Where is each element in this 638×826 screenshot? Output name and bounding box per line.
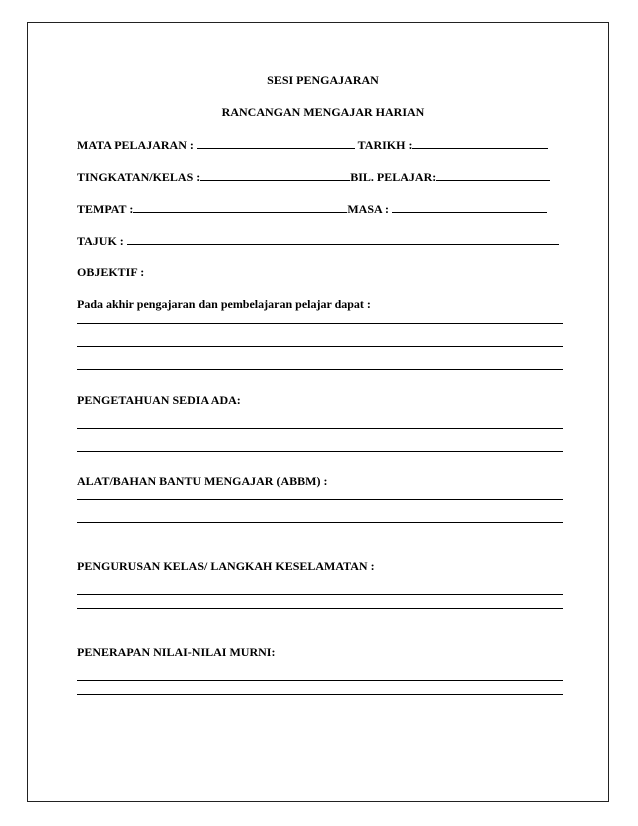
mata-pelajaran-field[interactable]	[197, 137, 355, 149]
pengurusan-line-2[interactable]	[77, 608, 563, 609]
tarikh-field[interactable]	[412, 137, 548, 149]
tingkatan-kelas-label: TINGKATAN/KELAS :	[77, 170, 201, 184]
nilai-line-2[interactable]	[77, 694, 563, 695]
document-subtitle: RANCANGAN MENGAJAR HARIAN	[221, 105, 425, 119]
objektif-intro: Pada akhir pengajaran dan pembelajaran pelajar dapat :	[77, 297, 371, 311]
abbm-line-2[interactable]	[77, 522, 563, 523]
pengurusan-heading: PENGURUSAN KELAS/ LANGKAH KESELAMATAN :	[77, 559, 375, 573]
objektif-line-3[interactable]	[77, 369, 563, 370]
pengetahuan-heading: PENGETAHUAN SEDIA ADA:	[77, 393, 241, 407]
bil-pelajar-field[interactable]	[436, 169, 550, 181]
document-title: SESI PENGAJARAN	[267, 73, 379, 87]
objektif-line-2[interactable]	[77, 346, 563, 347]
tajuk-field[interactable]	[127, 233, 559, 245]
tarikh-label: TARIKH :	[354, 138, 413, 152]
bil-pelajar-label: BIL. PELAJAR:	[350, 170, 437, 184]
row-mata-pelajaran	[77, 137, 548, 152]
abbm-heading: ALAT/BAHAN BANTU MENGAJAR (ABBM) :	[77, 474, 328, 488]
tajuk-label: TAJUK :	[77, 234, 127, 248]
pengetahuan-line-1[interactable]	[77, 428, 563, 429]
row-tingkatan-kelas	[77, 169, 550, 184]
pengetahuan-line-2[interactable]	[77, 451, 563, 452]
nilai-line-1[interactable]	[77, 680, 563, 681]
masa-field[interactable]	[392, 201, 547, 213]
objektif-heading: OBJEKTIF :	[77, 265, 145, 279]
tempat-field[interactable]	[133, 201, 347, 213]
abbm-line-1[interactable]	[77, 499, 563, 500]
masa-label: MASA :	[347, 202, 393, 216]
nilai-heading: PENERAPAN NILAI-NILAI MURNI:	[77, 645, 276, 659]
pengurusan-line-1[interactable]	[77, 594, 563, 595]
row-tempat	[77, 201, 547, 216]
tempat-label: TEMPAT :	[77, 202, 134, 216]
objektif-line-1[interactable]	[77, 323, 563, 324]
tingkatan-kelas-field[interactable]	[200, 169, 350, 181]
row-tajuk	[77, 233, 559, 248]
mata-pelajaran-label: MATA PELAJARAN :	[77, 138, 197, 152]
